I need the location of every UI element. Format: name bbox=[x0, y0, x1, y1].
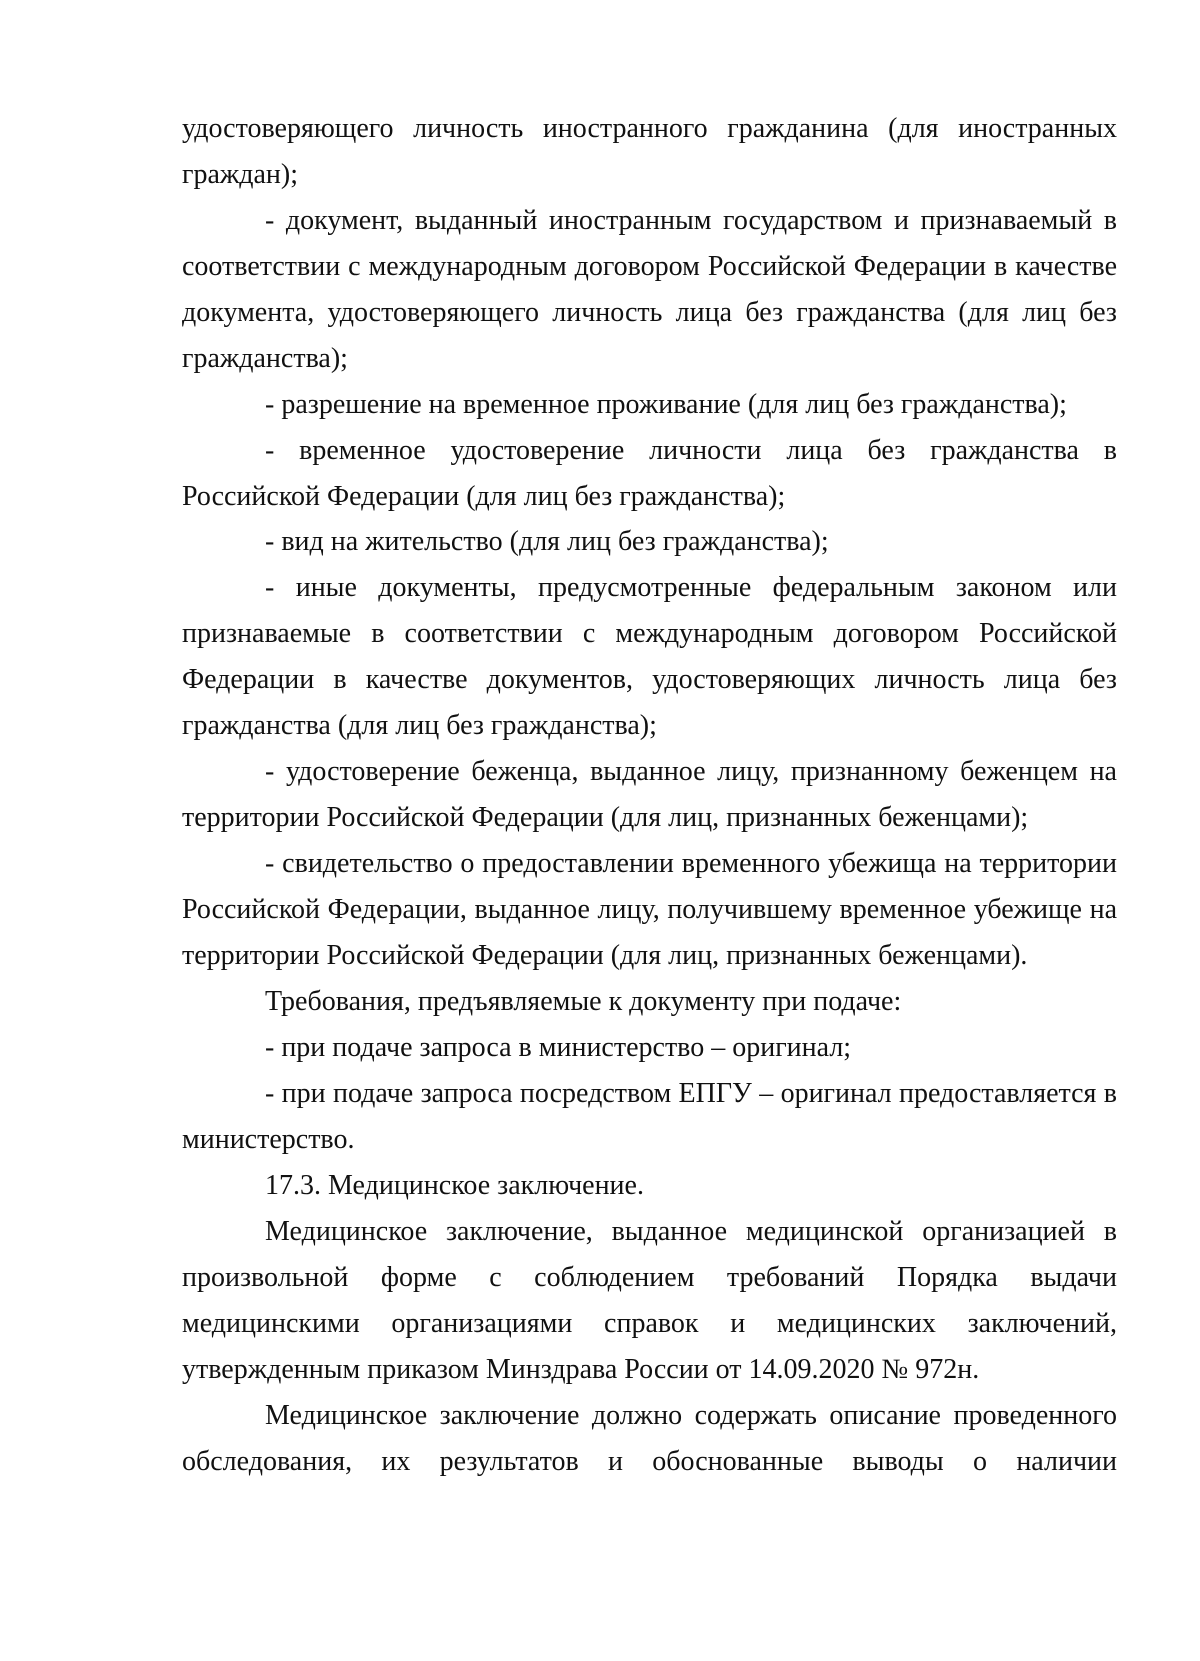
text-line: удостоверяющего личность иностранного гражданина (для иностранных bbox=[182, 113, 1117, 144]
text-line: министерство. bbox=[182, 1124, 355, 1155]
text-line: гражданства (для лиц без гражданства); bbox=[182, 710, 657, 741]
text-line: признаваемые в соответствии с международным договором Российской bbox=[182, 618, 1117, 649]
text-line: утвержденным приказом Минздрава России от 14.09.2020 № 972н. bbox=[182, 1354, 980, 1385]
text-line: - вид на жительство (для лиц без гражданства); bbox=[265, 526, 829, 557]
text-line: - удостоверение беженца, выданное лицу, признанному беженцем на bbox=[265, 756, 1117, 787]
text-line: граждан); bbox=[182, 159, 299, 190]
text-line: произвольной форме с соблюдением требований Порядка выдачи bbox=[182, 1262, 1117, 1293]
text-line: гражданства); bbox=[182, 343, 348, 374]
text-line: Российской Федерации, выданное лицу, получившему временное убежище на bbox=[182, 894, 1117, 925]
text-line: соответствии с международным договором Российской Федерации в качестве bbox=[182, 251, 1117, 282]
text-line: - при подаче запроса в министерство – оригинал; bbox=[265, 1032, 852, 1063]
text-line: - при подаче запроса посредством ЕПГУ – оригинал предоставляется в bbox=[265, 1078, 1117, 1109]
text-line: медицинскими организациями справок и медицинских заключений, bbox=[182, 1308, 1117, 1339]
text-line: - разрешение на временное проживание (для лиц без гражданства); bbox=[265, 389, 1067, 420]
text-line: Российской Федерации (для лиц без гражданства); bbox=[182, 481, 786, 512]
text-line: Медицинское заключение, выданное медицинской организацией в bbox=[265, 1216, 1117, 1247]
text-line: - временное удостоверение личности лица без гражданства в bbox=[265, 435, 1117, 466]
text-line: обследования, их результатов и обоснованные выводы о наличии bbox=[182, 1446, 1117, 1477]
text-line: документа, удостоверяющего личность лица без гражданства (для лиц без bbox=[182, 297, 1117, 328]
text-line: Требования, предъявляемые к документу при подаче: bbox=[265, 986, 902, 1017]
text-line: - свидетельство о предоставлении временного убежища на территории bbox=[265, 848, 1117, 879]
text-line: - документ, выданный иностранным государством и признаваемый в bbox=[265, 205, 1117, 236]
text-line: территории Российской Федерации (для лиц, признанных беженцами). bbox=[182, 940, 1028, 971]
text-line: Медицинское заключение должно содержать описание проведенного bbox=[265, 1400, 1117, 1431]
text-line: Федерации в качестве документов, удостоверяющих личность лица без bbox=[182, 664, 1117, 695]
section-heading: 17.3. Медицинское заключение. bbox=[265, 1170, 644, 1201]
text-line: территории Российской Федерации (для лиц, признанных беженцами); bbox=[182, 802, 1029, 833]
text-line: - иные документы, предусмотренные федеральным законом или bbox=[265, 572, 1117, 603]
